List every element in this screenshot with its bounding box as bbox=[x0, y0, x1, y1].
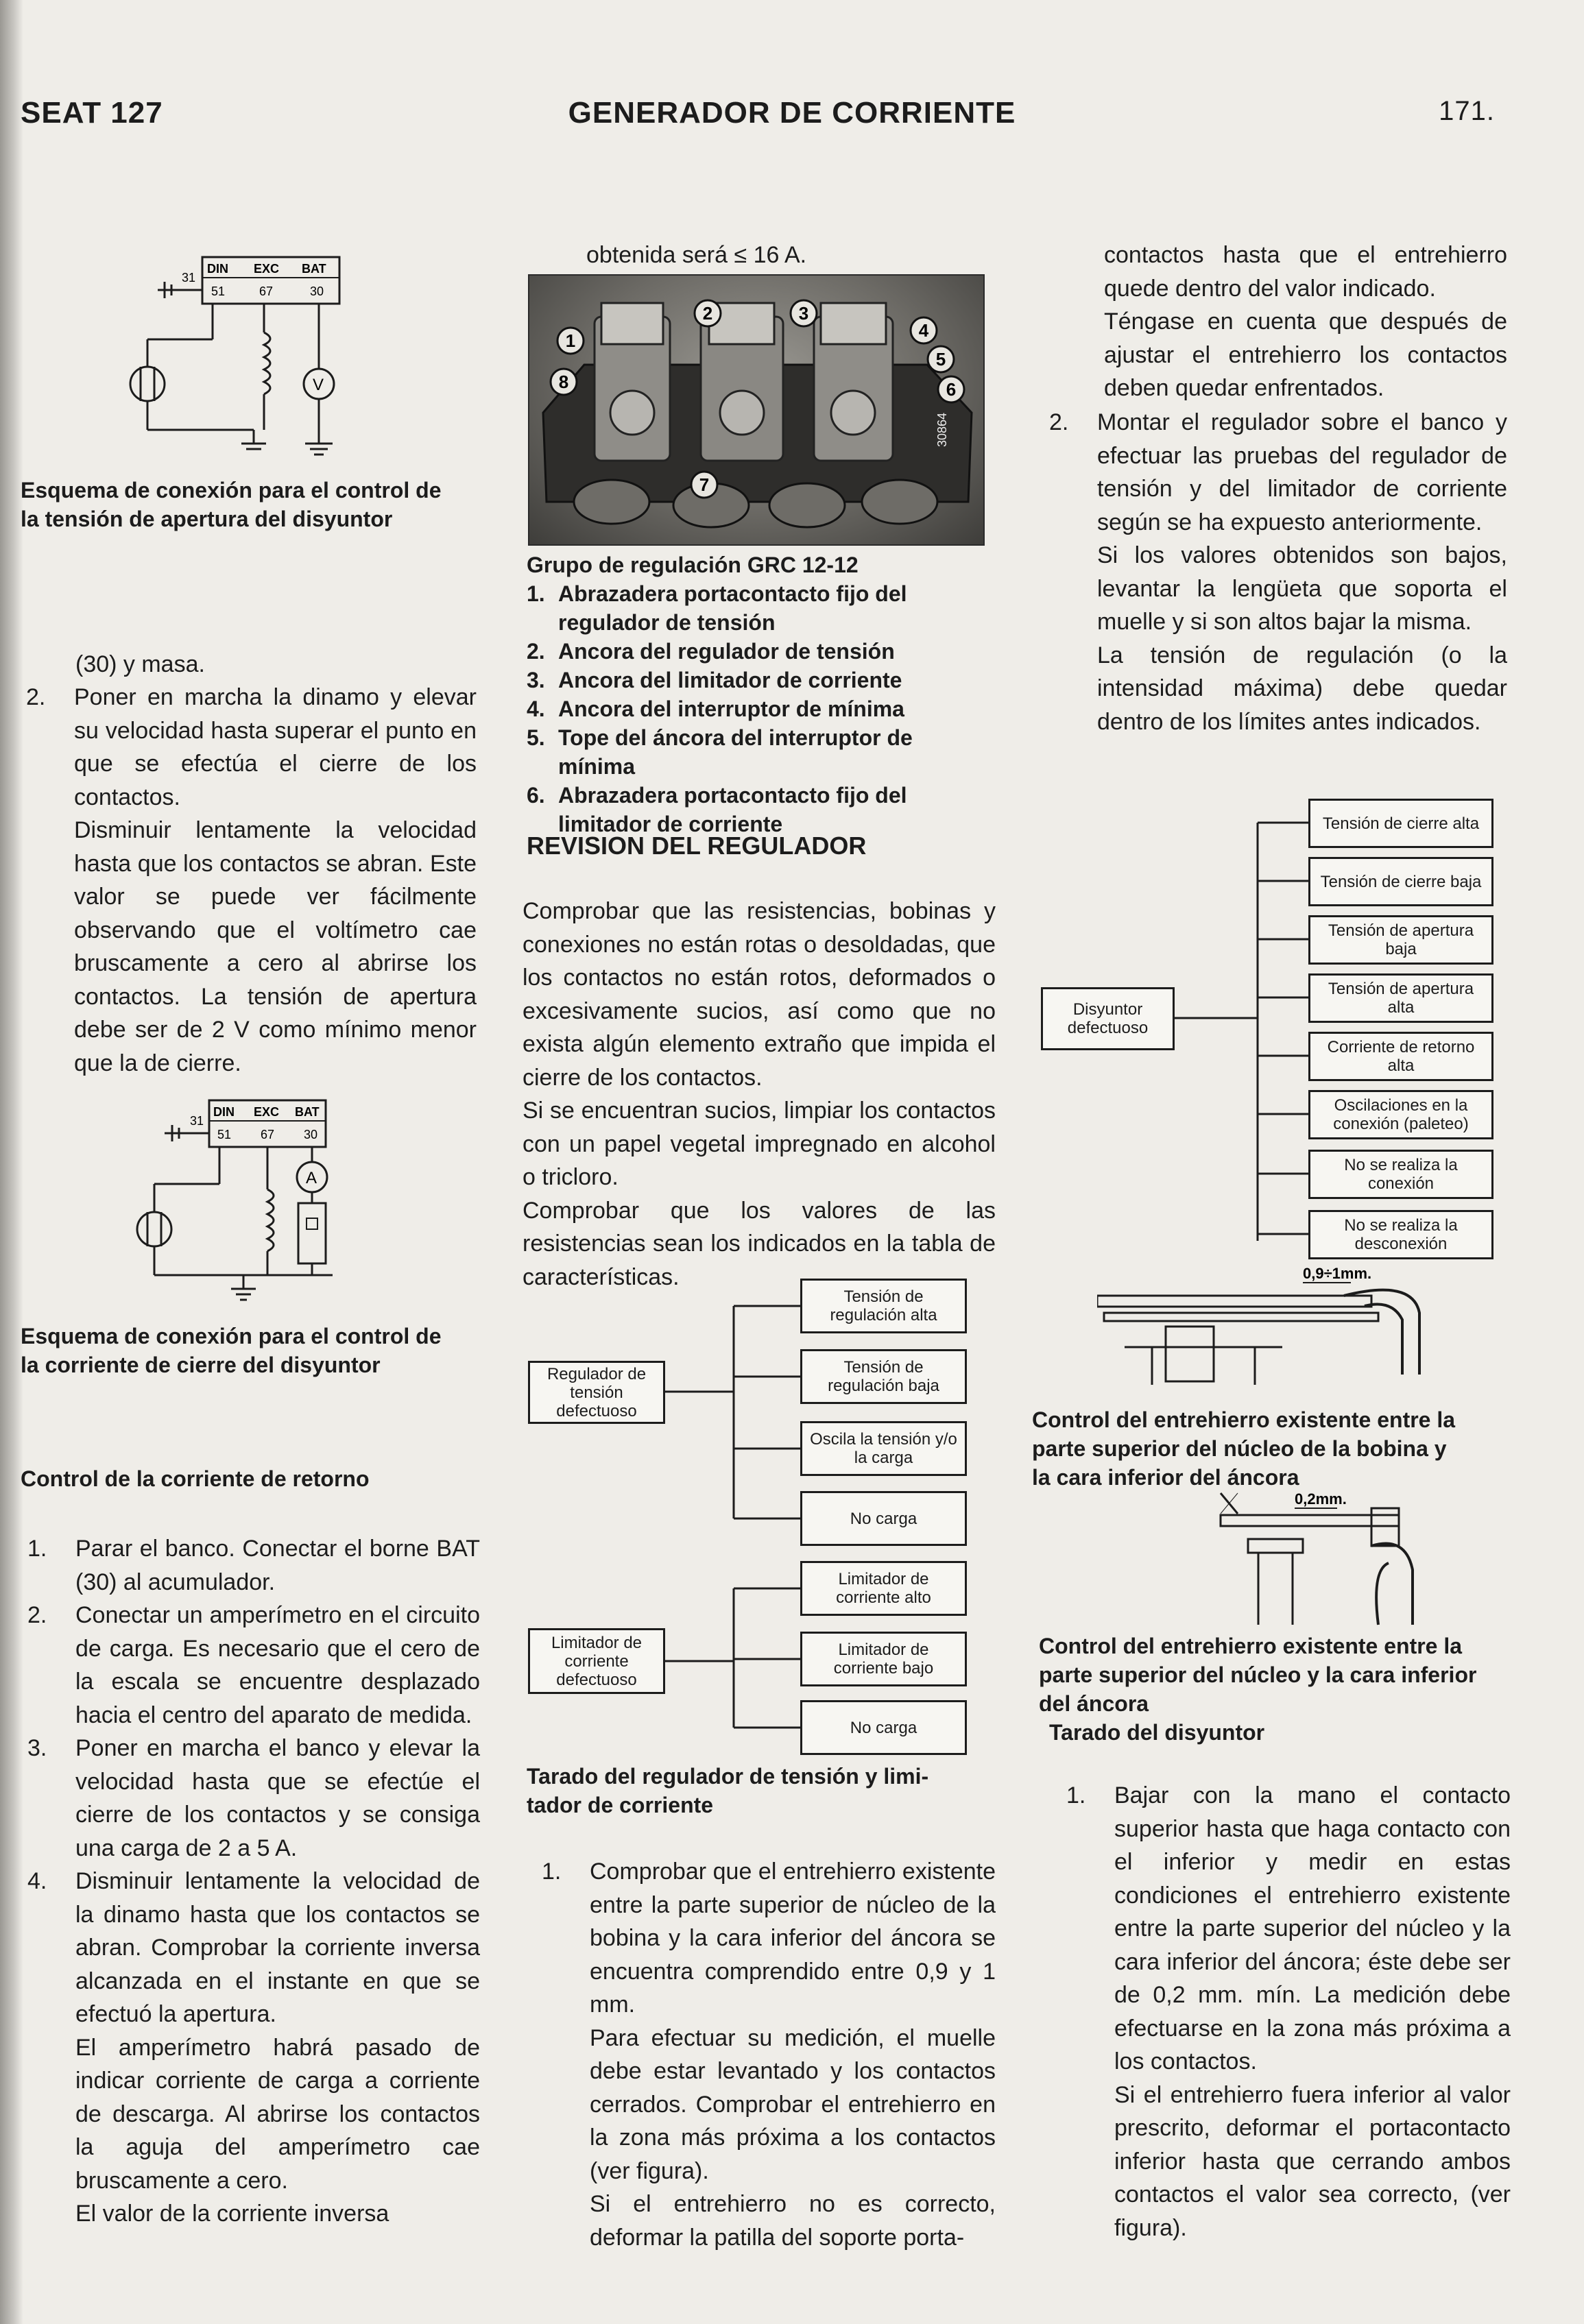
terminal-label-30: 30 bbox=[310, 285, 324, 298]
flow-leaf-tension-alta: Tensión de regulación alta bbox=[800, 1279, 967, 1333]
gap-label-0-9: 0,9÷1mm. bbox=[1303, 1265, 1372, 1282]
continued-text: (30) y masa. bbox=[75, 651, 205, 677]
paragraph: contactos hasta que el entrehierro quede dentro del valor indicado. bbox=[1104, 242, 1507, 302]
photo-legend-item: 2. Ancora del regulador de tensión bbox=[527, 639, 895, 664]
photo-legend-item: 4. Ancora del interruptor de mínima bbox=[527, 697, 904, 721]
text-block-col1-a bbox=[75, 648, 477, 681]
header-chapter-title: GENERADOR DE CORRIENTE bbox=[568, 96, 1016, 130]
flow-leaf-cierre-alta: Tensión de cierre alta bbox=[1308, 799, 1493, 848]
section-heading-retorno: Control de la corriente de retorno bbox=[21, 1466, 370, 1491]
list-item-paragraph: Montar el regulador sobre el banco y efectuar las pruebas del regulador de tensión y del limitador de corriente según se ha expuesto anteriormente. bbox=[1097, 409, 1507, 535]
list-item-paragraph: Si el entrehierro fuera inferior al valor prescrito, deformar el portacontacto inferior hasta que cerrando ambos contactos el valor sea correcto, (ver figura). bbox=[1114, 2081, 1511, 2241]
list-item-col1-2: 2. Poner en marcha la dinamo y elevar su velocidad hasta superar el punto en que se efectúa el cierre de los contactos. Disminuir lentamente la velocidad hasta que los contactos se abran. Este valor se puede ver fácilmente observando que el voltímetro cae bruscamente a cero al abrirse los contactos. La tensión de apertura debe ser de 2 V como mínimo menor que la de cierre. bbox=[26, 684, 477, 1076]
terminal-label-31: 31 bbox=[182, 271, 196, 285]
text-block-revision bbox=[523, 895, 996, 1294]
terminal-label-51: 51 bbox=[211, 285, 226, 298]
photo-label-7: 7 bbox=[699, 474, 710, 495]
circuit-diagram-closing-current bbox=[127, 1093, 387, 1306]
page-binding-edge bbox=[0, 0, 23, 2324]
flow-leaf-retorno-alta: Corriente de retorno alta bbox=[1308, 1032, 1493, 1081]
circuit-diagram-opening-voltage bbox=[110, 250, 370, 456]
terminal-label-din: DIN bbox=[207, 262, 228, 276]
photo-label-1: 1 bbox=[565, 330, 576, 351]
paragraph: Comprobar que las resistencias, bobinas y conexiones no están rotas o desoldadas, que los contactos no están rotos, deformados o excesivamente sucios, así como que no exista algún elemento extraño que impida el cierre de los contactos. bbox=[523, 898, 996, 1091]
list-item-paragraph: El valor de la corriente inversa bbox=[75, 2201, 389, 2227]
figure-caption-gap-a: Control del entrehierro existente entre la parte superior del núcleo de la bobina y la cara inferior del áncora bbox=[1032, 1407, 1456, 1490]
list-item-paragraph: Parar el banco. Conectar el borne BAT (30) al acumulador. bbox=[75, 1536, 480, 1595]
list-item-col3-2: 2. Montar el regulador sobre el banco y efectuar las pruebas del regulador de tensión y del limitador de corriente según se ha expuesto anteriormente. Si los valores obtenidos son bajos, levantar la lengüeta que soporta el muelle y si son altos bajar la misma. La tensión de regulación (o la intensidad máxima) debe quedar dentro de los límites antes indicados. bbox=[1049, 406, 1507, 738]
terminal-label-67: 67 bbox=[261, 1128, 275, 1141]
header-book-title: SEAT 127 bbox=[21, 96, 163, 130]
flow-leaf-cierre-baja: Tensión de cierre baja bbox=[1308, 857, 1493, 906]
photo-legend-item: 6. Abrazadera portacontacto fijo del limitador de corriente bbox=[527, 783, 907, 836]
flow-leaf-apertura-baja: Tensión de apertura baja bbox=[1308, 915, 1493, 965]
list-item-paragraph: Disminuir lentamente la velocidad de la dinamo hasta que los contactos se abran. Comprobar la corriente inversa alcanzada en el instante en que se efectuó la apertura. bbox=[75, 1868, 480, 2027]
list-corriente-retorno bbox=[27, 1532, 480, 2231]
list-tarado-regulador bbox=[542, 1855, 996, 2254]
list-item: 1. Comprobar que el entrehierro existente entre la parte superior de núcleo de la bobina y la cara inferior del áncora se encuentra comprendido entre 0,9 y 1 mm. Para efectuar su medición, el muelle debe estar levantado y los contactos cerrados. Comprobar el entrehierro en la zona más próxima a los contactos (ver figura). Si el entrehierro no es correcto, deformar la patilla del soporte porta- bbox=[542, 1855, 996, 2254]
photo-label-8: 8 bbox=[558, 372, 569, 392]
photo-legend-item: 3. Ancora del limitador de corriente bbox=[527, 668, 902, 692]
section-heading-tarado-disyuntor: Tarado del disyuntor bbox=[1049, 1720, 1265, 1745]
flow-root-limitador: Limitador de corriente defectuoso bbox=[528, 1628, 665, 1694]
voltmeter-label: V bbox=[313, 376, 324, 394]
list-item-paragraph: Poner en marcha el banco y elevar la velocidad hasta que se efectúe el cierre de los contactos y se consiga una carga de 2 a 5 A. bbox=[75, 1735, 480, 1861]
terminal-label-67: 67 bbox=[259, 285, 274, 298]
flow-leaf-limitador-bajo: Limitador de corriente bajo bbox=[800, 1632, 967, 1686]
photo-caption bbox=[527, 550, 993, 838]
terminal-label-bat: BAT bbox=[295, 1105, 320, 1119]
list-item: 1. Parar el banco. Conectar el borne BAT (30) al acumulador. bbox=[27, 1532, 480, 1599]
terminal-label-bat: BAT bbox=[302, 262, 326, 276]
list-item-paragraph: Si los valores obtenidos son bajos, levantar la lengüeta que soporta el muelle y si son altos bajar la misma. bbox=[1097, 542, 1507, 635]
flow-root-disyuntor: Disyuntor defectuoso bbox=[1041, 987, 1175, 1050]
regulator-photo bbox=[528, 274, 985, 546]
flow-leaf-apertura-alta: Tensión de apertura alta bbox=[1308, 973, 1493, 1023]
photo-label-5: 5 bbox=[935, 349, 946, 370]
paragraph: Si se encuentran sucios, limpiar los contactos con un papel vegetal impregnado en alcohol o tricloro. bbox=[523, 1098, 996, 1190]
text-block-col3-continued bbox=[1104, 239, 1507, 405]
list-item-paragraph: Si el entrehierro no es correcto, deformar la patilla del soporte porta- bbox=[590, 2191, 996, 2251]
list-item: 3. Poner en marcha el banco y elevar la velocidad hasta que se efectúe el cierre de los contactos y se consiga una carga de 2 a 5 A. bbox=[27, 1732, 480, 1865]
photo-label-4: 4 bbox=[918, 320, 929, 341]
gap-label-0-2: 0,2mm. bbox=[1295, 1490, 1347, 1508]
list-item: 4. Disminuir lentamente la velocidad de la dinamo hasta que los contactos se abran. Comprobar la corriente inversa alcanzada en el instante en que se efectuó la apertura. El amperímetro habrá pasado de indicar corriente de carga a corriente de descarga. Al abrirse los contactos la aguja del amperímetro cae bruscamente a cero. El valor de la corriente inversa bbox=[27, 1865, 480, 2231]
flow-leaf-no-carga-2: No carga bbox=[800, 1700, 967, 1755]
flow-leaf-oscilaciones: Oscilaciones en la conexión (paleteo) bbox=[1308, 1090, 1493, 1139]
flow-leaf-no-carga-1: No carga bbox=[800, 1491, 967, 1546]
list-item-paragraph: La tensión de regulación (o la intensidad máxima) debe quedar dentro de los límites antes indicados. bbox=[1097, 642, 1507, 735]
terminal-label-51: 51 bbox=[217, 1128, 232, 1141]
photo-code: 30864 bbox=[935, 412, 949, 447]
flow-leaf-tension-baja: Tensión de regulación baja bbox=[800, 1349, 967, 1404]
section-heading-revision: REVISION DEL REGULADOR bbox=[527, 832, 867, 860]
photo-label-3: 3 bbox=[798, 303, 809, 324]
photo-label-2: 2 bbox=[702, 303, 713, 324]
list-item-paragraph: Comprobar que el entrehierro existente entre la parte superior de núcleo de la bobina y la cara inferior del áncora se encuentra comprendido entre 0,9 y 1 mm. bbox=[590, 1859, 996, 2018]
photo-legend-item: 1. Abrazadera portacontacto fijo del regulador de tensión bbox=[527, 581, 907, 635]
photo-caption-title: Grupo de regulación GRC 12-12 bbox=[527, 553, 859, 577]
list-item-paragraph: Para efectuar su medición, el muelle debe estar levantado y los contactos cerrados. Comprobar el entrehierro en la zona más próxima a los contactos (ver figura). bbox=[590, 2024, 996, 2184]
header-page-number: 171. bbox=[1439, 96, 1495, 126]
photo-legend-item: 5. Tope del áncora del interruptor de mínima bbox=[527, 725, 913, 779]
list-item-paragraph: El amperímetro habrá pasado de indicar corriente de carga a corriente de descarga. Al abrirse los contactos la aguja del amperímetro cae bruscamente a cero. bbox=[75, 2034, 480, 2194]
flow-leaf-limitador-alto: Limitador de corriente alto bbox=[800, 1561, 967, 1616]
list-item: 2. Conectar un amperímetro en el circuito de carga. Es necesario que el cero de la escala se encuentre desplazado hacia el centro del aparato de medida. bbox=[27, 1599, 480, 1732]
figure-caption-opening-voltage: Esquema de conexión para el control de la tensión de apertura del disyuntor bbox=[21, 478, 442, 531]
terminal-label-30: 30 bbox=[304, 1128, 318, 1141]
flow-leaf-no-conexion: No se realiza la conexión bbox=[1308, 1150, 1493, 1199]
terminal-label-din: DIN bbox=[213, 1105, 235, 1119]
text-obtenida: obtenida será ≤ 16 A. bbox=[586, 242, 807, 268]
flowchart-regulador-limitador bbox=[528, 1279, 994, 1758]
list-item: 1. Bajar con la mano el contacto superior hasta que haga contacto con el inferior y medir en estas condiciones el entrehierro existente entre la parte superior del núcleo y la cara inferior del áncora; éste debe ser de 0,2 mm. mín. La medición debe efectuarse en la zona más próxima a los contactos. Si el entrehierro fuera inferior al valor prescrito, deformar el portacontacto inferior hasta que cerrando ambos contactos el valor sea correcto, (ver figura). bbox=[1066, 1779, 1511, 2244]
flow-leaf-no-desconexion: No se realiza la desconexión bbox=[1308, 1210, 1493, 1259]
flow-root-regulador: Regulador de tensión defectuoso bbox=[528, 1361, 665, 1424]
list-item-paragraph: Conectar un amperímetro en el circuito de carga. Es necesario que el cero de la escala se encuentre desplazado hacia el centro del aparato de medida. bbox=[75, 1602, 480, 1728]
list-item-paragraph: Bajar con la mano el contacto superior hasta que haga contacto con el inferior y medir en estas condiciones el entrehierro existente entre la parte superior del núcleo y la cara inferior del áncora; éste debe ser de 0,2 mm. mín. La medición debe efectuarse en la zona más próxima a los contactos. bbox=[1114, 1782, 1511, 2074]
flowchart-caption-regulador: Tarado del regulador de tensión y limi- tador de corriente bbox=[527, 1764, 929, 1817]
figure-caption-closing-current: Esquema de conexión para el control de la corriente de cierre del disyuntor bbox=[21, 1324, 442, 1377]
paragraph: Téngase en cuenta que después de ajustar el entrehierro los contactos deben quedar enfrentados. bbox=[1104, 308, 1507, 401]
figure-caption-gap-b: Control del entrehierro existente entre la parte superior del núcleo y la cara inferior del áncora bbox=[1039, 1634, 1477, 1716]
list-tarado-disyuntor bbox=[1066, 1779, 1511, 2244]
flow-leaf-oscila: Oscila la tensión y/o la carga bbox=[800, 1421, 967, 1476]
terminal-label-exc: EXC bbox=[254, 262, 280, 276]
terminal-label-exc: EXC bbox=[254, 1105, 280, 1119]
terminal-label-31: 31 bbox=[190, 1114, 204, 1128]
gap-diagram-0-2mm bbox=[1179, 1488, 1454, 1632]
flowchart-disyuntor bbox=[1041, 795, 1500, 1265]
gap-diagram-0-9mm bbox=[1097, 1265, 1440, 1392]
paragraph: Comprobar que los valores de las resistencias sean los indicados en la tabla de características. bbox=[523, 1197, 996, 1290]
ammeter-label: A bbox=[306, 1169, 317, 1187]
photo-label-6: 6 bbox=[946, 379, 957, 400]
